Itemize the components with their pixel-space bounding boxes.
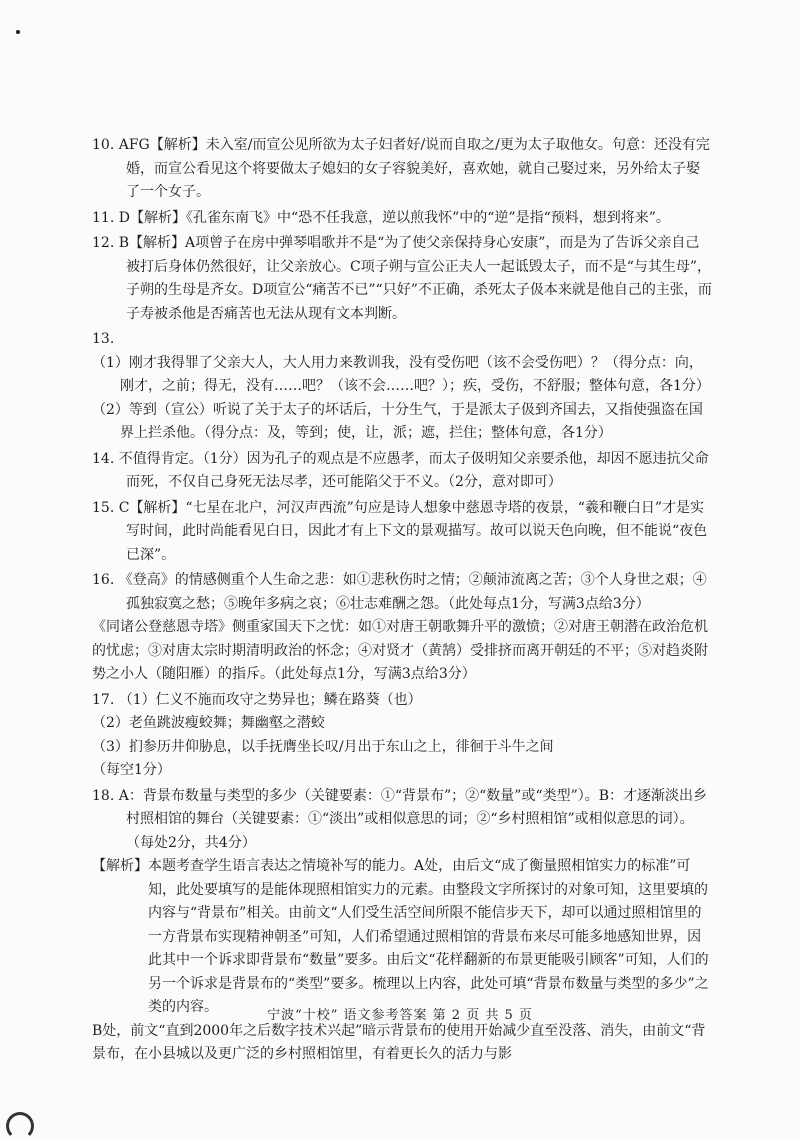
answer-18: 18. A：背景布数量与类型的多少（关键要素：①“背景布”；②“数量”或“类型”）。B：才逐渐淡出乡村照相馆的舞台（关键要素：①“淡出”或相似意思的词；②“乡村照相馆”或相似意思的词）。（每处2分，共4分） 【解析】本题考查学生语言表达之情境补写的能力。A处，由后文“成了衡量照相馆实力的标准”可知，此处要填写的是能体现照相馆实力的元素。由整段文字所探讨的对象可知，这里要填的内容与“背景布”相关。由前文“人们受生活空间所限不能信步天下，却可以通过照相馆里的一方背景布实现精神朝圣”可知，人们希望通过照相馆的背景布来尽可能多地感知世界，因此其中一个诉求即背景布“数量”要多。由后文“花样翻新的布景更能吸引顾客”可知，人们的另一个诉求是背景布的“类型”要多。梳理以上内容，此处可填“背景布数量与类型的多少”之类的内容。 B处，前文“直到2000年之后数字技术兴起”暗示背景布的使用开始减少直至没落、消失，由前文“背景布，在小县城以及更广泛的乡村照相馆里，有着更长久的活力与影 xyxy=(92,785,712,1067)
answer-content xyxy=(92,134,712,1069)
answer-17-note: （每空1分） xyxy=(92,762,171,778)
scan-dot xyxy=(16,30,20,34)
page-footer: 宁波“十校” 语文参考答案 第 2 页 共 5 页 xyxy=(267,1008,533,1023)
answer-16-part-2: 《同诸公登慈恩寺塔》侧重家国天下之忧：如①对唐王朝歌舞升平的激愤；②对唐王朝潜在政治危机的忧虑；③对唐太宗时期清明政治的怀念；④对贤才（黄鹄）受排挤而离开朝廷的不平；⑤对趋炎附势之小人（随阳雁）的指斥。（此处每点1分，写满3点给3分） xyxy=(92,619,708,682)
answer-11: 11. D【解析】《孔雀东南飞》中“恐不任我意，逆以煎我怀”中的“逆”是指“预料，想到将来”。 xyxy=(92,209,670,226)
answer-18-analysis: 【解析】本题考查学生语言表达之情境补写的能力。A处，由后文“成了衡量照相馆实力的标准”可知，此处要填写的是能体现照相馆实力的元素。由整段文字所探讨的对象可知，这里要填的内容与“背景布”相关。由前文“人们受生活空间所限不能信步天下，却可以通过照相馆里的一方背景布实现精神朝圣”可知，人们希望通过照相馆的背景布来尽可能多地感知世界，因此其中一个诉求即背景布“数量”要多。由后文“花样翻新的布景更能吸引顾客”可知，人们的另一个诉求是背景布的“类型”要多。梳理以上内容，此处可填“背景布数量与类型的多少”之类的内容。 xyxy=(92,858,709,1015)
answer-18-analysis-b: B处，前文“直到2000年之后数字技术兴起”暗示背景布的使用开始减少直至没落、消失，由前文“背景布，在小县城以及更广泛的乡村照相馆里，有着更长久的活力与影 xyxy=(92,1022,706,1062)
answer-17: 17. （1）仁义不施而攻守之势异也；鳞在路葵（也） （2）老鱼跳波瘦蛟舞；舞幽壑之潜蛟 （3）扪参历井仰胁息，以手抚膺坐长叹/月出于东山之上，徘徊于斗牛之间 （每空1分） xyxy=(92,689,712,783)
answer-10: 10. AFG【解析】未入室/而宣公见所欲为太子妇者好/说而自取之/更为太子取他女。句意：还没有完婚，而宣公看见这个将要做太子媳妇的女子容貌美好，喜欢她，就自己娶过来，另外给太子娶了一个女子。 xyxy=(92,137,710,200)
answer-14: 14. 不值得肯定。（1分）因为孔子的观点是不应愚孝，而太子伋明知父亲要杀他，却因不愿违抗父命而死，不仅自己身死无法尽孝，还可能陷父于不义。（2分，意对即可） xyxy=(92,450,709,490)
answer-17-part-3: （3）扪参历井仰胁息，以手抚膺坐长叹/月出于东山之上，徘徊于斗牛之间 xyxy=(92,738,554,755)
answer-16: 16. 《登高》的情感侧重个人生命之悲：如①悲秋伤时之情；②颠沛流离之苦；③个人身世之艰；④孤独寂寞之愁；⑤晚年多病之哀；⑥壮志难酬之怨。（此处每点1分，写满3点给3分） 《同诸公登慈恩寺塔》侧重家国天下之忧：如①对唐王朝歌舞升平的激愤；②对唐王朝潜在政治危机的忧虑；③对唐太宗时期清明政治的怀念；④对贤才（黄鹄）受排挤而离开朝廷的不平；⑤对趋炎附势之小人（随阳雁）的指斥。（此处每点1分，写满3点给3分） xyxy=(92,569,712,687)
scan-corner-mark xyxy=(6,1112,34,1140)
answer-13-part-1: （1）刚才我得罪了父亲大人，大人用力来教训我，没有受伤吧（该不会受伤吧）？（得分点：向，刚才，之前；得无，没有……吧？（该不会……吧？）；疾，受伤，不舒服；整体句意，各1分） xyxy=(92,354,710,394)
answer-13-part-2: （2）等到（宣公）听说了关于太子的坏话后，十分生气，于是派太子伋到齐国去，又指使强盗在国界上拦杀他。（得分点：及，等到；使，让，派；遮，拦住；整体句意，各1分） xyxy=(92,401,703,441)
answer-13: 13. （1）刚才我得罪了父亲大人，大人用力来教训我，没有受伤吧（该不会受伤吧）？（得分点：向，刚才，之前；得无，没有……吧？（该不会……吧？）；疾，受伤，不舒服；整体句意，各1分） （2）等到（宣公）听说了关于太子的坏话后，十分生气，于是派太子伋到齐国去，又指使强盗在国界上拦杀他。（得分点：及，等到；使，让，派；遮，拦住；整体句意，各1分） xyxy=(92,328,712,446)
answer-12: 12. B【解析】A项曾子在房中弹琴唱歌并不是“为了使父亲保持身心安康”，而是为了告诉父亲自己被打后身体仍然很好，让父亲放心。C项子朔与宣公正夫人一起诋毁太子，而不是“与其生母”，子朔的生母是齐女。D项宣公“痛苦不已”“只好”不正确，杀死太子伋本来就是他自己的主张，而子寿被杀他是否痛苦也无法从现有文本判断。 xyxy=(92,235,712,322)
answer-17-part-2: （2）老鱼跳波瘦蛟舞；舞幽壑之潜蛟 xyxy=(92,715,325,731)
answer-15: 15. C【解析】“七星在北户，河汉声西流”句应是诗人想象中慈恩寺塔的夜景，“羲和鞭白日”才是实写时间，此时尚能看见白日，因此才有上下文的景观描写。故可以说天色向晚，但不能说“夜色已深”。 xyxy=(92,499,708,563)
